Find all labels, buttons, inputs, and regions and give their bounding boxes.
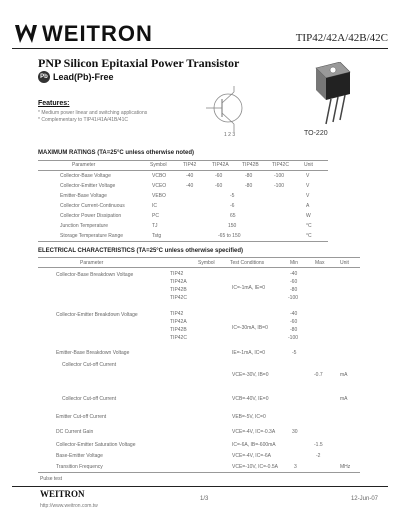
col-parameter: Parameter xyxy=(80,260,104,266)
char-condition: VCB=-40V, IE=0 xyxy=(232,396,269,402)
pb-free-icon: Pb xyxy=(38,71,50,83)
rating-value: -100 xyxy=(274,183,285,189)
char-condition: IC=-6A, IB=-600mA xyxy=(232,442,276,448)
elec-header-rule xyxy=(38,267,360,268)
rating-unit: °C xyxy=(306,223,312,229)
col-tip42: TIP42 xyxy=(183,162,197,168)
rating-value: -40 xyxy=(186,183,194,189)
transistor-symbol-icon xyxy=(200,84,252,134)
to220-package-icon xyxy=(306,62,358,130)
char-condition: VCE=-4V, IC=-6A xyxy=(232,453,272,459)
elec-top-rule xyxy=(38,257,360,258)
char-min: -40 xyxy=(290,311,298,317)
char-unit: MHz xyxy=(340,464,351,470)
char-min: -100 xyxy=(288,335,299,341)
char-condition: VCE=-4V, IC=-0.3A xyxy=(232,429,276,435)
rating-symbol: TJ xyxy=(152,223,158,229)
rating-unit: °C xyxy=(306,233,312,239)
char-condition: VCE=-30V, IB=0 xyxy=(232,372,269,378)
rating-symbol: Tstg xyxy=(152,233,162,239)
pin-labels: 1 2 3 xyxy=(224,132,236,138)
col-unit: Unit xyxy=(340,260,349,266)
rating-symbol: VCBO xyxy=(152,173,167,179)
rating-value: -80 xyxy=(245,173,253,179)
rating-value: -100 xyxy=(274,173,285,179)
char-min: -80 xyxy=(290,287,298,293)
rating-value: -40 xyxy=(186,173,194,179)
rating-symbol: VEBO xyxy=(152,193,166,199)
part-numbers: TIP42/42A/42B/42C xyxy=(295,32,388,44)
char-param: Emitter Cut-off Current xyxy=(56,414,107,420)
elec-char-title: ELECTRICAL CHARACTERISTICS (TA=25°C unless otherwise specified) xyxy=(38,248,244,254)
char-min: 30 xyxy=(292,429,298,435)
char-sub-part: TIP42C xyxy=(170,295,187,301)
rating-param: Collector Power Dissipation xyxy=(60,213,122,219)
col-symbol: Symbol xyxy=(150,162,167,168)
col-max: Max xyxy=(315,260,325,266)
rating-value: 65 xyxy=(230,213,236,219)
product-title: PNP Silicon Epitaxial Power Transistor xyxy=(38,56,240,70)
col-tip42b: TIP42B xyxy=(242,162,259,168)
rating-value: -60 xyxy=(215,183,223,189)
char-sub-part: TIP42C xyxy=(170,335,187,341)
rating-symbol: VCEO xyxy=(152,183,167,189)
package-name: TO-220 xyxy=(304,130,328,137)
char-sub-part: TIP42 xyxy=(170,311,184,317)
char-max: -1.5 xyxy=(314,442,323,448)
footer-divider xyxy=(12,486,388,487)
char-param: Emitter-Base Breakdown Voltage xyxy=(56,350,130,356)
col-symbol: Symbol xyxy=(198,260,215,266)
char-param: Collector-Emitter Breakdown Voltage xyxy=(56,312,138,318)
char-unit: mA xyxy=(340,372,348,378)
char-sub-part: TIP42 xyxy=(170,271,184,277)
char-min: -60 xyxy=(290,319,298,325)
rating-unit: W xyxy=(306,213,311,219)
rating-value: -80 xyxy=(245,183,253,189)
col-test-conditions: Test Conditions xyxy=(230,260,265,266)
elec-bottom-rule xyxy=(38,472,360,473)
char-sub-part: TIP42A xyxy=(170,279,187,285)
table-top-rule xyxy=(38,160,328,161)
rating-unit: A xyxy=(306,203,310,209)
page-number: 1/3 xyxy=(200,496,209,502)
rating-value: -6 xyxy=(230,203,235,209)
rating-symbol: PC xyxy=(152,213,159,219)
char-param: Collector-Emitter Saturation Voltage xyxy=(56,442,136,448)
col-unit: Unit xyxy=(304,162,313,168)
header-divider xyxy=(12,48,388,49)
char-condition: IE=-1mA, IC=0 xyxy=(232,350,266,356)
char-param: Base-Emitter Voltage xyxy=(56,453,103,459)
char-min: -60 xyxy=(290,279,298,285)
rating-param: Collector-Base Voltage xyxy=(60,173,111,179)
char-max: -0.7 xyxy=(314,372,323,378)
char-param: Collector Cut-off Current xyxy=(62,396,117,402)
rating-param: Collector-Emitter Voltage xyxy=(60,183,116,189)
revision-date: 12-Jun-07 xyxy=(350,496,378,502)
rating-param: Junction Temperature xyxy=(60,223,108,229)
footer-url[interactable]: http://www.weitron.com.tw xyxy=(40,503,98,509)
rating-param: Storage Temperature Range xyxy=(60,233,124,239)
table-note: Pulse test xyxy=(40,476,62,482)
char-sub-part: TIP42A xyxy=(170,319,187,325)
lead-free-label: Lead(Pb)-Free xyxy=(53,72,114,82)
brand-name: WEITRON xyxy=(42,21,153,46)
char-max: -2 xyxy=(316,453,321,459)
rating-value: -65 to 150 xyxy=(218,233,241,239)
rating-param: Collector Current-Continuous xyxy=(60,203,125,209)
rating-unit: V xyxy=(306,183,310,189)
char-min: -40 xyxy=(290,271,298,277)
table-header-rule xyxy=(38,170,328,171)
rating-param: Emitter-Base Voltage xyxy=(60,193,107,199)
char-sub-part: TIP42B xyxy=(170,327,187,333)
features-title: Features: xyxy=(38,100,70,107)
char-sub-part: TIP42B xyxy=(170,287,187,293)
char-condition: VEB=-5V, IC=0 xyxy=(232,414,266,420)
char-min: -100 xyxy=(288,295,299,301)
rating-value: -60 xyxy=(215,173,223,179)
char-min: -80 xyxy=(290,327,298,333)
rating-unit: V xyxy=(306,193,310,199)
rating-symbol: IC xyxy=(152,203,157,209)
char-min: -5 xyxy=(292,350,297,356)
col-tip42a: TIP42A xyxy=(212,162,229,168)
col-tip42c: TIP42C xyxy=(272,162,289,168)
feature-item: * Complementary to TIP41/41A/41B/41C xyxy=(38,117,128,123)
col-parameter: Parameter xyxy=(72,162,96,168)
char-condition: IC=-1mA, IE=0 xyxy=(232,285,266,291)
table-bottom-rule xyxy=(38,241,328,242)
footer-brand: WEITRON xyxy=(40,489,85,499)
col-min: Min xyxy=(290,260,299,266)
char-min: 3 xyxy=(294,464,297,470)
max-ratings-title: MAXIMUM RATINGS (TA=25°C unless otherwise noted) xyxy=(38,150,195,156)
char-param: Transition Frequency xyxy=(56,464,103,470)
weitron-logo-icon xyxy=(14,22,38,46)
char-param: Collector Cut-off Current xyxy=(62,362,117,368)
rating-value: 150 xyxy=(228,223,237,229)
char-condition: IC=-30mA, IB=0 xyxy=(232,325,268,331)
char-condition: VCE=-10V, IC=-0.5A xyxy=(232,464,278,470)
char-param: DC Current Gain xyxy=(56,429,94,435)
feature-item: * Medium power linear and switching applications xyxy=(38,110,148,116)
char-unit: mA xyxy=(340,396,348,402)
rating-unit: V xyxy=(306,173,310,179)
rating-value: -5 xyxy=(230,193,235,199)
char-param: Collector-Base Breakdown Voltage xyxy=(56,272,134,278)
